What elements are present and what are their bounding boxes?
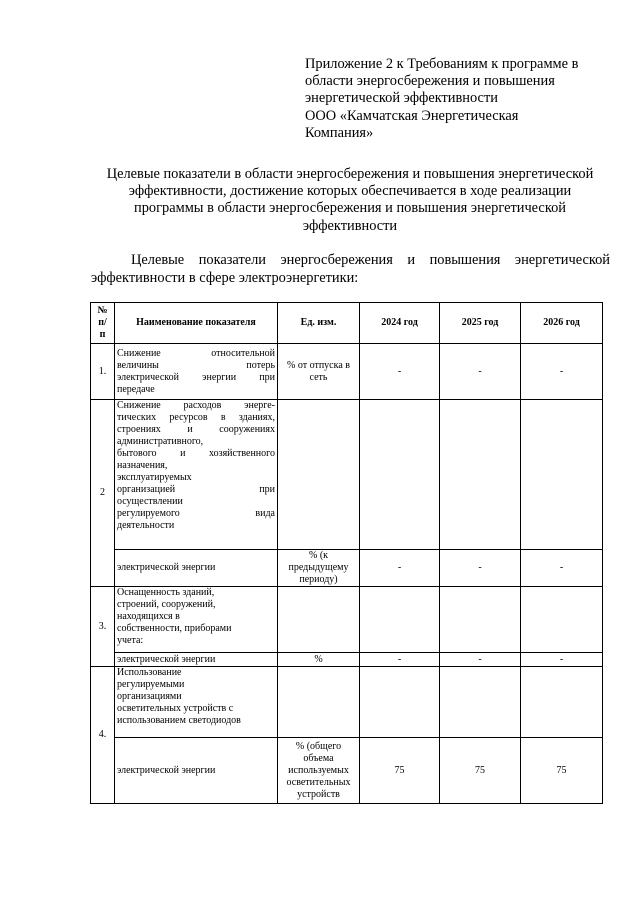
title-line: эффективности: [302, 217, 398, 234]
value-2024: [360, 400, 440, 550]
appendix-line: Компания»: [305, 124, 374, 141]
header-num: № п/ п: [91, 303, 115, 344]
row-number: 4.: [91, 667, 115, 804]
indicators-table: [90, 302, 603, 804]
value-2024: [360, 667, 440, 738]
appendix-note: [305, 56, 615, 142]
table-row: [91, 667, 603, 738]
table-row: [91, 653, 603, 667]
unit-cell: % (к предыдущему периоду): [278, 550, 360, 587]
value-2024: [360, 587, 440, 653]
row-number: 2: [91, 400, 115, 587]
header-2024: 2024 год: [360, 303, 440, 344]
value-2026: -: [521, 550, 603, 587]
appendix-line: области энергосбережения и повышения: [305, 73, 555, 90]
intro-line-2: эффективности в сфере электроэнергетики:: [91, 269, 359, 286]
value-2024: -: [360, 344, 440, 400]
table-row: [91, 550, 603, 587]
appendix-line: энергетической эффективности: [305, 90, 498, 107]
unit-cell: [278, 587, 360, 653]
indicator-name: Снижение расходов энерге- тических ресурсов в зданиях, строениях и сооружениях административного, бытового и хозяйственного назначения, эксплуатируемых организацией при осуществлении регулируемого вида деятельности: [115, 400, 278, 550]
value-2026: [521, 400, 603, 550]
intro-paragraph: [91, 252, 610, 287]
value-2025: [440, 587, 521, 653]
value-2025: [440, 667, 521, 738]
appendix-line: Приложение 2 к Требованиям к программе в: [305, 56, 579, 72]
header-name: Наименование показателя: [115, 303, 278, 344]
table-row: [91, 344, 603, 400]
appendix-line: ООО «Камчатская Энергетическая: [305, 107, 519, 124]
unit-cell: [278, 400, 360, 550]
value-2024: -: [360, 653, 440, 667]
indicator-name: Использование регулируемыми организациями осветительных устройств с использованием светодиодов: [115, 667, 278, 738]
value-2026: [521, 587, 603, 653]
row-number: 1.: [91, 344, 115, 400]
value-2024: 75: [360, 738, 440, 804]
value-2025: -: [440, 653, 521, 667]
table-row: [91, 400, 603, 550]
unit-cell: [278, 667, 360, 738]
indicator-subname: электрической энергии: [115, 738, 278, 804]
value-2026: -: [521, 344, 603, 400]
title-line: эффективности, достижение которых обеспечивается в ходе реализации: [128, 183, 572, 200]
intro-line-1: Целевые показатели энергосбережения и повышения энергетической: [131, 252, 610, 268]
unit-cell: %: [278, 653, 360, 667]
value-2025: -: [440, 550, 521, 587]
value-2024: -: [360, 550, 440, 587]
indicator-name: Снижение относительной величины потерь электрической энергии при передаче: [115, 344, 278, 400]
value-2026: [521, 667, 603, 738]
title-line: программы в области энергосбережения и повышения энергетической: [134, 200, 566, 217]
header-2026: 2026 год: [521, 303, 603, 344]
value-2026: 75: [521, 738, 603, 804]
indicator-subname: электрической энергии: [115, 653, 278, 667]
table-row: [91, 738, 603, 804]
title-line: Целевые показатели в области энергосбережения и повышения энергетической: [106, 166, 594, 182]
value-2025: -: [440, 344, 521, 400]
document-title: [70, 166, 630, 235]
unit-cell: % от отпуска в сеть: [278, 344, 360, 400]
table-header-row: [91, 303, 603, 344]
value-2025: [440, 400, 521, 550]
value-2025: 75: [440, 738, 521, 804]
row-number: 3.: [91, 587, 115, 667]
value-2026: -: [521, 653, 603, 667]
indicator-subname: электрической энергии: [115, 550, 278, 587]
table-row: [91, 587, 603, 653]
header-unit: Ед. изм.: [278, 303, 360, 344]
unit-cell: % (общего объема используемых осветительных устройств: [278, 738, 360, 804]
indicator-name: Оснащенность зданий, строений, сооружений, находящихся в собственности, приборами учета:: [115, 587, 278, 653]
header-2025: 2025 год: [440, 303, 521, 344]
